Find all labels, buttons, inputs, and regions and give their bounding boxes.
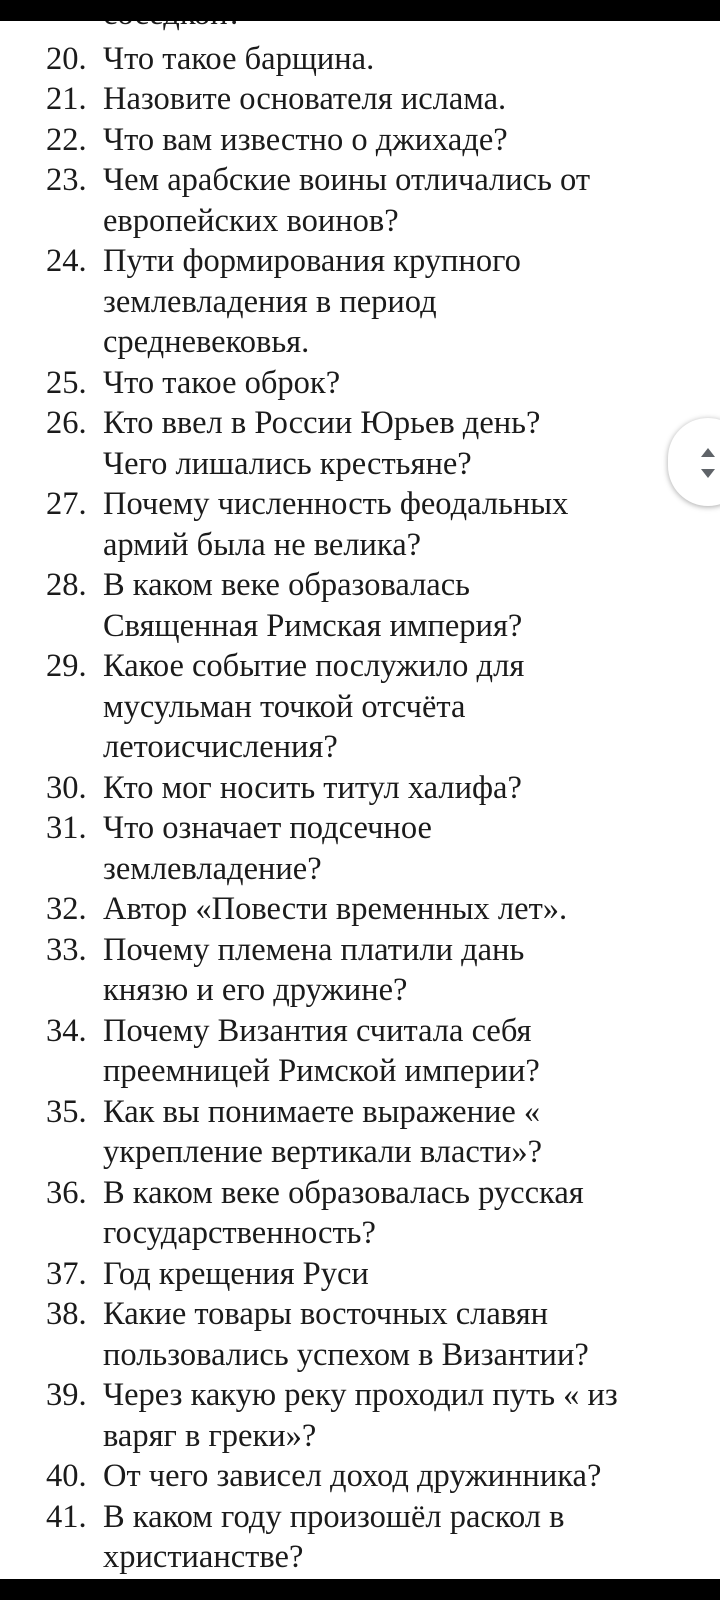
list-item-text-line: Через какую реку проходил путь « из	[103, 1377, 618, 1413]
list-item	[0, 1254, 700, 1295]
list-item-number: 21.	[46, 81, 87, 117]
list-item-text-line: христианстве?	[103, 1539, 304, 1575]
list-item-number: 22.	[46, 121, 87, 158]
list-item-text-line: мусульман точкой отсчёта	[103, 688, 466, 725]
list-item-number: 31.	[46, 810, 87, 846]
list-item-text-line: Кто ввел в России Юрьев день?	[103, 405, 541, 441]
list-item	[0, 646, 700, 768]
list-item-text-line: европейских воинов?	[103, 202, 399, 239]
list-item-text-line: пользовались успехом в Византии?	[103, 1336, 589, 1373]
list-item	[0, 1173, 700, 1254]
list-item-text-line: варяг в греки»?	[103, 1417, 317, 1454]
list-item-number: 35.	[46, 1093, 87, 1130]
list-item-text-line: В каком веке образовалась русская	[103, 1174, 584, 1211]
list-item	[0, 1456, 700, 1497]
list-item-number: 41.	[46, 1498, 87, 1535]
list-item	[0, 1375, 700, 1456]
list-item-text-line: Почему Византия считала себя	[103, 1012, 532, 1049]
list-item-text-line: укрепление вертикали власти»?	[103, 1134, 543, 1170]
list-item-text-line: Кто мог носить титул халифа?	[103, 769, 522, 806]
list-item	[0, 768, 700, 809]
status-bar	[0, 0, 720, 21]
list-item-text-line: Пути формирования крупного	[103, 243, 521, 279]
list-item-text-line: землевладения в период	[103, 283, 437, 320]
list-item-number: 29.	[46, 648, 87, 684]
list-item-number: 26.	[46, 405, 87, 441]
list-item	[0, 1497, 700, 1578]
list-item-number: 36.	[46, 1174, 87, 1211]
list-item-number: 33.	[46, 931, 87, 968]
list-item-text-line: Что вам известно о джихаде?	[103, 121, 508, 158]
list-item-text-line: Как вы понимаете выражение «	[103, 1093, 541, 1130]
list-item-text-line: От чего зависел доход дружинника?	[103, 1458, 602, 1494]
list-item-text-line: Священная Римская империя?	[103, 607, 523, 644]
list-item	[0, 403, 700, 484]
list-item-text-line: преемницей Римской империи?	[103, 1053, 540, 1089]
list-item-text-line: Год крещения Руси	[103, 1255, 369, 1292]
list-item	[0, 79, 700, 120]
list-item-number: 25.	[46, 364, 87, 401]
list-item	[0, 889, 700, 930]
list-item-text-line: Чем арабские воины отличались от	[103, 162, 591, 198]
navigation-bar	[0, 1579, 720, 1600]
list-item-number: 20.	[46, 40, 87, 77]
list-item-text-line: Что означает подсечное	[103, 810, 432, 846]
list-item	[0, 363, 700, 404]
list-item-number: 37.	[46, 1255, 87, 1292]
list-item	[0, 1092, 700, 1173]
list-item-text-line: Чего лишались крестьяне?	[103, 445, 472, 482]
list-item-number: 27.	[46, 486, 87, 522]
list-item	[0, 120, 700, 161]
list-item-number: 32.	[46, 891, 87, 927]
list-item	[0, 160, 700, 241]
list-item	[0, 484, 700, 565]
list-item-number: 23.	[46, 162, 87, 198]
list-item-number: 30.	[46, 769, 87, 806]
list-item-text-line: Какое событие послужило для	[103, 648, 525, 684]
list-item-text-line: государственность?	[103, 1215, 376, 1251]
list-item-text-line: Назовите основателя ислама.	[103, 81, 507, 117]
list-item-text-line: армий была не велика?	[103, 526, 422, 563]
list-item-text-line: Что такое барщина.	[103, 40, 375, 77]
list-item-number: 39.	[46, 1377, 87, 1413]
list-item-text-line: князю и его дружине?	[103, 972, 408, 1008]
list-item-number: 28.	[46, 567, 87, 603]
list-item-number: 24.	[46, 243, 87, 279]
list-item-text-line: Какие товары восточных славян	[103, 1296, 549, 1332]
list-item-text-line: Почему племена платили дань	[103, 931, 525, 968]
list-item-number: 40.	[46, 1458, 87, 1494]
list-item-text-line: Почему численность феодальных	[103, 486, 569, 522]
list-item	[0, 1294, 700, 1375]
list-item-text-line: Автор «Повести временных лет».	[103, 891, 568, 927]
list-item-text-line: землевладение?	[103, 850, 322, 887]
list-item-text-line: летоисчисления?	[103, 729, 338, 765]
list-item	[0, 1011, 700, 1092]
up-down-arrows-icon	[698, 443, 718, 483]
list-item	[0, 565, 700, 646]
list-item	[0, 930, 700, 1011]
list-item-text-line: Что такое оброк?	[103, 364, 341, 401]
list-item	[0, 39, 700, 80]
list-item-number: 38.	[46, 1296, 87, 1332]
list-item	[0, 808, 700, 889]
list-item-text-line: В каком веке образовалась	[103, 567, 470, 603]
list-item	[0, 241, 700, 363]
list-item-text-line: средневековья.	[103, 324, 310, 360]
list-item-text-line: В каком году произошёл раскол в	[103, 1498, 565, 1535]
list-item-number: 34.	[46, 1012, 87, 1049]
